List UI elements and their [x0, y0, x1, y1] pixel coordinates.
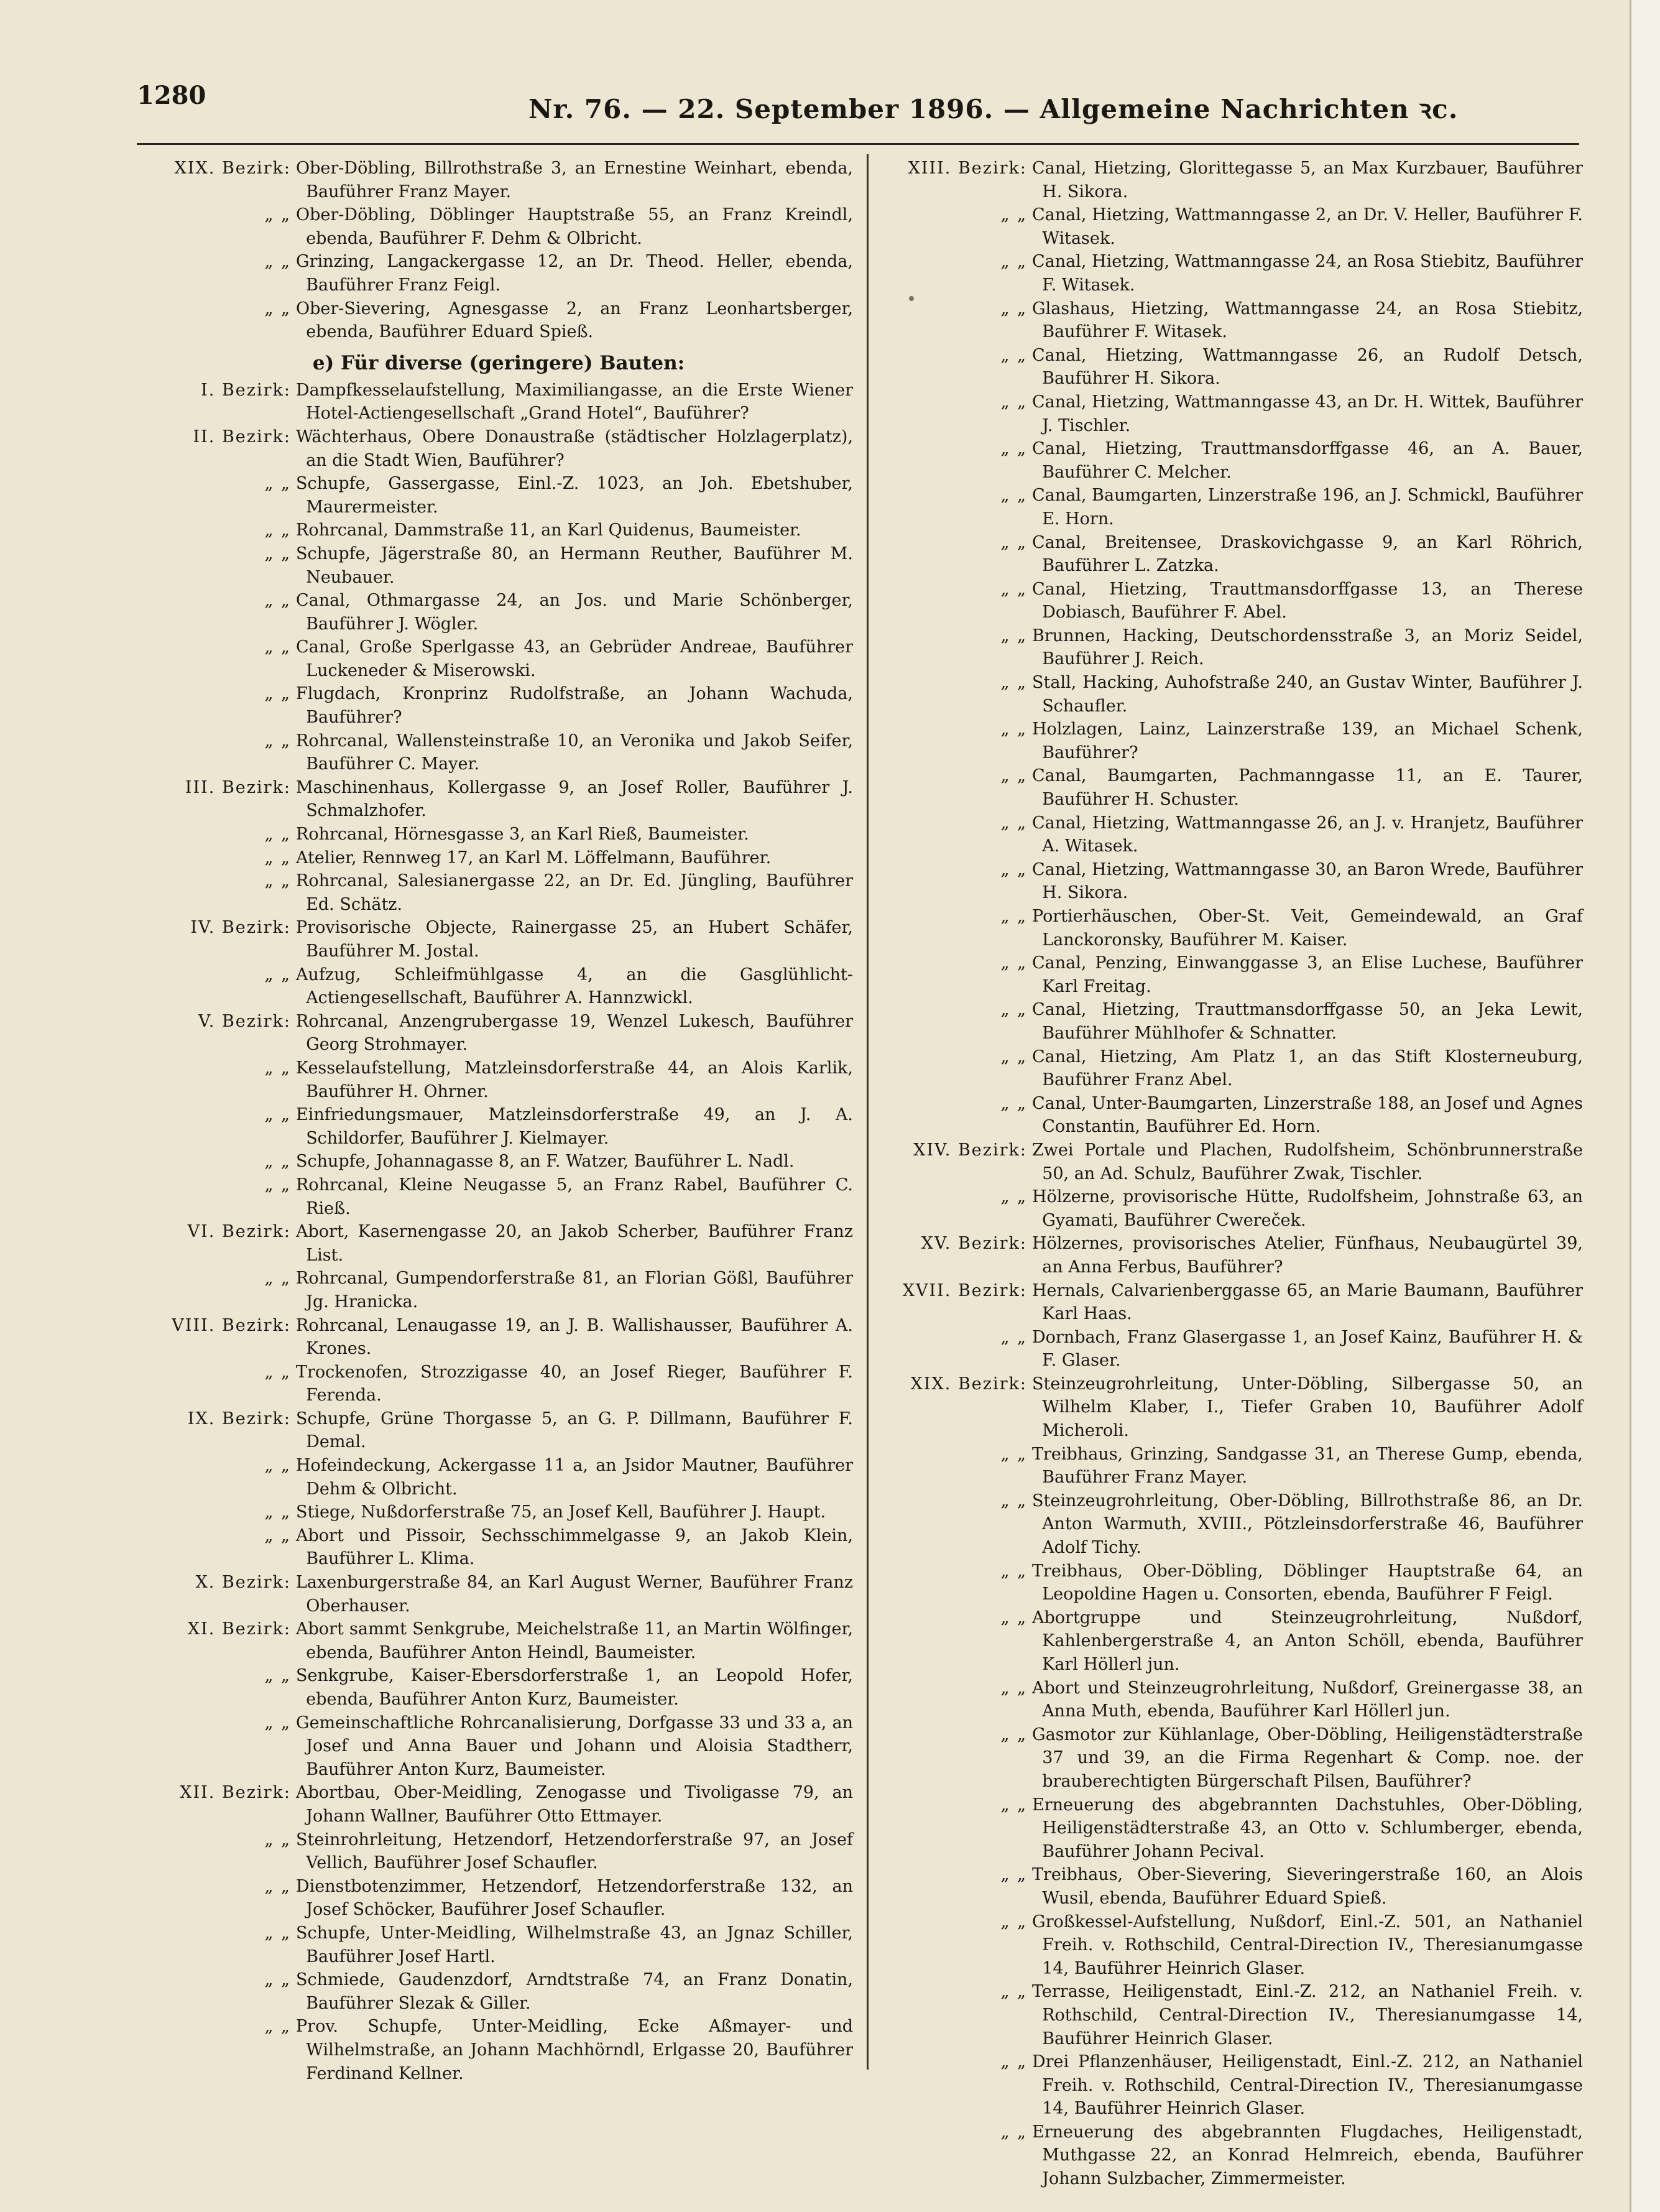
permit-entry — [880, 1863, 1583, 1910]
entry-text: Stall, Hacking, Auhofstraße 240, an Gustav Winter, Bauführer J. Schaufler. — [1032, 673, 1583, 716]
permit-entry — [144, 1922, 853, 1968]
entry-text: Provisorische Objecte, Rainergasse 25, an Hubert Schäfer, Bauführer M. Jostal. — [296, 918, 853, 961]
district-label: „ „ — [264, 684, 291, 704]
district-label: „ „ — [1000, 2052, 1027, 2072]
permit-entry — [880, 1326, 1583, 1372]
entry-text: Rohrcanal, Gumpendorferstraße 81, an Florian Gößl, Bauführer Jg. Hranicka. — [296, 1269, 853, 1312]
entry-text: Canal, Breitensee, Draskovichgasse 9, an Karl Röhrich, Bauführer L. Zatzka. — [1032, 532, 1583, 576]
entry-text: Dienstbotenzimmer, Hetzendorf, Hetzendorferstraße 132, an Josef Schöcker, Bauführer Josef Schaufler. — [296, 1876, 853, 1920]
district-label: „ „ — [264, 474, 291, 494]
district-label: „ „ — [1000, 532, 1027, 552]
district-label: „ „ — [1000, 720, 1027, 739]
permit-entry — [144, 1267, 853, 1313]
district-label: „ „ — [264, 1456, 291, 1476]
district-label: „ „ — [264, 1362, 291, 1382]
entry-text: Abortgruppe und Steinzeugrohrleitung, Nußdorf, Kahlenbergerstraße 4, an Anton Schöll, ebenda, Bauführer Karl Höllerl jun. — [1032, 1608, 1583, 1674]
district-label: „ „ — [264, 1058, 291, 1078]
entry-text: Schupfe, Unter-Meidling, Wilhelmstraße 43, an Jgnaz Schiller, Bauführer Josef Hartl. — [296, 1923, 853, 1966]
entry-text: Schmiede, Gaudenzdorf, Arndtstraße 74, an Franz Donatin, Bauführer Slezak & Giller. — [296, 1970, 853, 2013]
district-label: „ „ — [264, 1970, 291, 1990]
entry-text: Portierhäuschen, Ober-St. Veit, Gemeindewald, an Graf Lanckoronsky, Bauführer M. Kaiser. — [1032, 907, 1583, 950]
district-label: „ „ — [1000, 953, 1027, 973]
district-label: XVII. Bezirk: — [902, 1280, 1027, 1300]
permit-entry — [144, 869, 853, 916]
entry-text: Steinzeugrohrleitung, Ober-Döbling, Billrothstraße 86, an Dr. Anton Warmuth, XVIII., Pötzleinsdorferstraße 46, Bauführer Adolf Tichy. — [1032, 1491, 1583, 1558]
page-header — [137, 81, 1585, 137]
permit-entry — [144, 916, 853, 963]
entry-text: Großkessel-Aufstellung, Nußdorf, Einl.-Z. 501, an Nathaniel Freih. v. Rothschild, Central-Direction IV., Theresianumgasse 14, Bauführer Heinrich Glaser. — [1032, 1912, 1583, 1978]
entry-text: Rohrcanal, Kleine Neugasse 5, an Franz Rabel, Bauführer C. Rieß. — [296, 1175, 853, 1218]
permit-entry — [880, 1045, 1583, 1092]
permit-entry — [880, 858, 1583, 905]
permit-entry — [880, 764, 1583, 811]
district-label: „ „ — [1000, 673, 1027, 693]
district-label: „ „ — [1000, 859, 1027, 879]
permit-entry — [144, 425, 853, 472]
district-label: „ „ — [264, 591, 291, 611]
entry-text: Canal, Baumgarten, Pachmanngasse 11, an E. Taurer, Bauführer H. Schuster. — [1032, 766, 1583, 810]
district-label: „ „ — [264, 298, 291, 318]
entry-text: Brunnen, Hacking, Deutschordensstraße 3, an Moriz Seidel, Bauführer J. Reich. — [1032, 626, 1583, 669]
permit-entry — [880, 2121, 1583, 2191]
district-label: „ „ — [1000, 626, 1027, 646]
permit-entry — [144, 1407, 853, 1454]
entry-text: Canal, Baumgarten, Linzerstraße 196, an J. Schmickl, Bauführer E. Horn. — [1032, 486, 1583, 529]
permit-entry — [880, 203, 1583, 250]
entry-text: Dampfkesselaufstellung, Maximiliangasse, an die Erste Wiener Hotel-Actiengesellschaft „Grand Hotel“, Bauführer? — [296, 380, 853, 423]
district-label: „ „ — [1000, 1912, 1027, 1932]
permit-entry — [144, 1173, 853, 1220]
district-label: „ „ — [1000, 1000, 1027, 1020]
entry-text: Trockenofen, Strozzigasse 40, an Josef Rieger, Bauführer F. Ferenda. — [296, 1362, 853, 1405]
permit-entry — [144, 1571, 853, 1617]
district-label: „ „ — [1000, 2122, 1027, 2142]
permit-entry — [144, 1524, 853, 1571]
district-label: „ „ — [264, 637, 291, 657]
permit-entry — [144, 636, 853, 682]
permit-entry — [880, 1185, 1583, 1232]
permit-entry — [144, 1057, 853, 1103]
district-label: „ „ — [1000, 1444, 1027, 1464]
permit-entry — [144, 1220, 853, 1267]
header-rule — [137, 143, 1579, 149]
entry-text: Treibhaus, Ober-Döbling, Döblinger Hauptstraße 64, an Leopoldine Hagen u. Consorten, ebenda, Bauführer F Feigl. — [1032, 1561, 1583, 1604]
entry-text: Schupfe, Johannagasse 8, an F. Watzer, Bauführer L. Nadl. — [296, 1152, 795, 1172]
entry-text: Wächterhaus, Obere Donaustraße (städtischer Holzlagerplatz), an die Stadt Wien, Bauführer? — [296, 427, 853, 470]
entry-text: Hölzerne, provisorische Hütte, Rudolfsheim, Johnstraße 63, an Gyamati, Bauführer Cwereček. — [1032, 1187, 1583, 1230]
entry-text: Canal, Hietzing, Trauttmansdorffgasse 50, an Jeka Lewit, Bauführer Mühlhofer & Schnatter. — [1032, 1000, 1583, 1043]
district-label: VI. Bezirk: — [187, 1222, 291, 1242]
entry-text: Terrasse, Heiligenstadt, Einl.-Z. 212, an Nathaniel Freih. v. Rothschild, Central-Direction IV., Theresianumgasse 14, Bauführer Heinrich Glaser. — [1032, 1982, 1583, 2048]
permit-entry — [144, 729, 853, 776]
district-label: „ „ — [1000, 1187, 1027, 1207]
permit-entry — [144, 1781, 853, 1828]
entry-text: Gasmotor zur Kühlanlage, Ober-Döbling, Heiligenstädterstraße 37 und 39, an die Firma Regenhart & Comp. noe. der brauberechtigten Bürgerschaft Pilsen, Bauführer? — [1032, 1724, 1583, 1791]
district-label: „ „ — [264, 1525, 291, 1545]
entry-text: Ober-Döbling, Billrothstraße 3, an Ernestine Weinhart, ebenda, Bauführer Franz Mayer. — [296, 159, 853, 201]
entry-text: Canal, Unter-Baumgarten, Linzerstraße 188, an Josef und Agnes Constantin, Bauführer Ed. Horn. — [1032, 1093, 1583, 1137]
entry-text: Flugdach, Kronprinz Rudolfstraße, an Johann Wachuda, Bauführer? — [296, 684, 853, 728]
entry-text: Prov. Schupfe, Unter-Meidling, Ecke Aßmayer- und Wilhelmstraße, an Johann Machhörndl, Erlgasse 20, Bauführer Ferdinand Kellner. — [296, 2017, 853, 2083]
permit-entry — [144, 682, 853, 729]
entry-text: Zwei Portale und Plachen, Rudolfsheim, Schönbrunnerstraße 50, an Ad. Schulz, Bauführer Zwak, Tischler. — [1032, 1140, 1583, 1183]
permit-entry — [144, 519, 853, 542]
entry-text: Abortbau, Ober-Meidling, Zenogasse und Tivoligasse 79, an Johann Wallner, Bauführer Otto Ettmayer. — [296, 1783, 853, 1826]
entry-text: Abort und Steinzeugrohrleitung, Nußdorf, Greinergasse 38, an Anna Muth, ebenda, Bauführer Karl Höllerl jun. — [1032, 1678, 1583, 1721]
permit-entry — [144, 823, 853, 846]
permit-entry — [880, 531, 1583, 578]
district-label: „ „ — [1000, 1491, 1027, 1511]
district-label: XIX. Bezirk: — [910, 1374, 1027, 1394]
permit-entry — [880, 437, 1583, 484]
district-label: XI. Bezirk: — [187, 1619, 291, 1639]
permit-entry — [144, 1454, 853, 1501]
entry-text: Canal, Große Sperlgasse 43, an Gebrüder Andreae, Bauführer Luckeneder & Miserowski. — [296, 637, 853, 680]
entry-text: Canal, Othmargasse 24, an Jos. und Marie Schönberger, Bauführer J. Wögler. — [296, 591, 853, 634]
district-label: „ „ — [264, 544, 291, 563]
permit-entry — [880, 1793, 1583, 1864]
entry-text: Abort sammt Senkgrube, Meichelstraße 11, an Martin Wölfinger, ebenda, Bauführer Anton Heindl, Baumeister. — [296, 1619, 853, 1662]
district-label: „ „ — [264, 1830, 291, 1849]
entry-text: Rohrcanal, Hörnesgasse 3, an Karl Rieß, Baumeister. — [296, 825, 749, 845]
permit-entry — [880, 250, 1583, 297]
district-label: „ „ — [264, 1923, 291, 1943]
district-label: „ „ — [1000, 392, 1027, 412]
district-label: IX. Bezirk: — [187, 1409, 291, 1428]
permit-entry — [144, 1828, 853, 1875]
entry-text: Ober-Döbling, Döblinger Hauptstraße 55, an Franz Kreindl, ebenda, Bauführer F. Dehm & Olbricht. — [296, 205, 853, 248]
permit-entry — [144, 1711, 853, 1782]
permit-entry — [880, 157, 1583, 203]
entry-text: Stiege, Nußdorferstraße 75, an Josef Kell, Bauführer J. Haupt. — [296, 1502, 826, 1522]
permit-entry — [880, 671, 1583, 718]
district-label: „ „ — [264, 205, 291, 225]
entry-text: Abort und Pissoir, Sechsschimmelgasse 9, an Jakob Klein, Bauführer L. Klima. — [296, 1525, 853, 1569]
permit-entry — [880, 297, 1583, 344]
section-heading: e) Für diverse (geringere) Bauten: — [312, 351, 685, 374]
entry-text: Canal, Hietzing, Trauttmansdorffgasse 13, an Therese Dobiasch, Bauführer F. Abel. — [1032, 579, 1583, 622]
entry-text: Kesselaufstellung, Matzleinsdorferstraße 44, an Alois Karlik, Bauführer H. Ohrner. — [296, 1058, 853, 1101]
entry-text: Hernals, Calvarienberggasse 65, an Marie Baumann, Bauführer Karl Haas. — [1032, 1280, 1583, 1324]
permit-entry — [144, 250, 853, 297]
permit-entry — [880, 998, 1583, 1045]
permit-entry — [144, 1010, 853, 1057]
entry-text: Maschinenhaus, Kollergasse 9, an Josef Roller, Bauführer J. Schmalzhofer. — [296, 777, 853, 821]
permit-entry — [880, 1139, 1583, 1185]
district-label: I. Bezirk: — [201, 380, 291, 400]
district-label: „ „ — [264, 825, 291, 845]
entry-text: Steinzeugrohrleitung, Unter-Döbling, Silbergasse 50, an Wilhelm Klaber, I., Tiefer Graben 10, Bauführer Adolf Micheroli. — [1032, 1374, 1583, 1441]
permit-entry — [144, 589, 853, 636]
entry-text: Rohrcanal, Anzengrubergasse 19, Wenzel Lukesch, Bauführer Georg Strohmayer. — [296, 1011, 853, 1055]
permit-entry — [144, 379, 853, 425]
district-label: „ „ — [264, 2017, 291, 2037]
entry-text: Canal, Hietzing, Am Platz 1, an das Stift Klosterneuburg, Bauführer Franz Abel. — [1032, 1047, 1583, 1090]
permit-entry — [880, 2050, 1583, 2121]
permit-entry — [144, 1314, 853, 1361]
entry-text: Rohrcanal, Lenaugasse 19, an J. B. Wallishausser, Bauführer A. Krones. — [296, 1315, 853, 1359]
district-label: XII. Bezirk: — [180, 1783, 291, 1803]
permit-entry — [880, 1560, 1583, 1606]
permit-entry — [880, 391, 1583, 437]
district-label: „ „ — [1000, 252, 1027, 272]
permit-entry — [144, 542, 853, 589]
district-label: XV. Bezirk: — [921, 1234, 1027, 1254]
permit-entry — [880, 718, 1583, 764]
district-label: „ „ — [264, 731, 291, 751]
entry-text: Schupfe, Grüne Thorgasse 5, an G. P. Dillmann, Bauführer F. Demal. — [296, 1409, 853, 1452]
column-divider — [867, 154, 869, 2070]
district-label: „ „ — [264, 252, 291, 272]
district-label: XIII. Bezirk: — [908, 159, 1027, 178]
district-label: „ „ — [264, 965, 291, 984]
district-label: „ „ — [264, 1713, 291, 1733]
permit-entry — [144, 846, 853, 870]
permit-entry — [144, 157, 853, 203]
district-label: IV. Bezirk: — [190, 918, 291, 938]
entry-text: Grinzing, Langackergasse 12, an Dr. Theod. Heller, ebenda, Bauführer Franz Feigl. — [296, 252, 853, 295]
entry-text: Aufzug, Schleifmühlgasse 4, an die Gasglühlicht-Actiengesellschaft, Bauführer A. Hannzwickl. — [296, 965, 853, 1008]
permit-entry — [144, 203, 853, 250]
district-label: VIII. Bezirk: — [172, 1315, 291, 1335]
district-label: XIV. Bezirk: — [913, 1140, 1027, 1160]
entry-text: Treibhaus, Grinzing, Sandgasse 31, an Therese Gump, ebenda, Bauführer Franz Mayer. — [1032, 1444, 1583, 1488]
district-label: „ „ — [1000, 1047, 1027, 1067]
permit-entry — [880, 1092, 1583, 1139]
entry-text: Rohrcanal, Dammstraße 11, an Karl Quidenus, Baumeister. — [296, 521, 801, 540]
district-label: XIX. Bezirk: — [174, 159, 291, 178]
permit-entry — [880, 1606, 1583, 1677]
entry-text: Canal, Hietzing, Glorittegasse 5, an Max Kurzbauer, Bauführer H. Sikora. — [1032, 159, 1583, 201]
district-label: „ „ — [1000, 1561, 1027, 1581]
permit-entry — [144, 1968, 853, 2015]
district-label: „ „ — [264, 521, 291, 540]
left-column — [144, 157, 853, 2085]
entry-text: Canal, Penzing, Einwanggasse 3, an Elise Luchese, Bauführer Karl Freitag. — [1032, 953, 1583, 996]
district-label: „ „ — [1000, 1678, 1027, 1698]
district-label: II. Bezirk: — [193, 427, 291, 447]
district-label: „ „ — [1000, 907, 1027, 926]
district-label: „ „ — [264, 1502, 291, 1522]
permit-entry — [144, 1501, 853, 1524]
entry-text: Atelier, Rennweg 17, an Karl M. Löffelmann, Bauführer. — [296, 848, 772, 868]
entry-text: Ober-Sievering, Agnesgasse 2, an Franz Leonhartsberger, ebenda, Bauführer Eduard Spieß. — [296, 298, 853, 342]
entry-text: Gemeinschaftliche Rohrcanalisierung, Dorfgasse 33 und 33 a, an Josef und Anna Bauer und Johann und Aloisia Stadtherr, Bauführer Anton Kurz, Baumeister. — [296, 1713, 853, 1779]
entry-text: Einfriedungsmauer, Matzleinsdorferstraße 49, an J. A. Schildorfer, Bauführer J. Kielmayer. — [296, 1105, 853, 1148]
entry-text: Canal, Hietzing, Wattmanngasse 26, an Rudolf Detsch, Bauführer H. Sikora. — [1032, 345, 1583, 389]
district-label: „ „ — [264, 1876, 291, 1896]
entry-text: Glashaus, Hietzing, Wattmanngasse 24, an Rosa Stiebitz, Bauführer F. Witasek. — [1032, 298, 1583, 342]
page-number: 1280 — [137, 81, 206, 110]
entry-text: Treibhaus, Ober-Sievering, Sieveringerstraße 160, an Alois Wusil, ebenda, Bauführer Eduard Spieß. — [1032, 1865, 1583, 1908]
page-edge — [1630, 0, 1660, 2212]
entry-text: Senkgrube, Kaiser-Ebersdorferstraße 1, an Leopold Hofer, ebenda, Bauführer Anton Kurz, Baumeister. — [296, 1666, 853, 1709]
entry-text: Canal, Hietzing, Wattmanngasse 2, an Dr. V. Heller, Bauführer F. Witasek. — [1032, 205, 1583, 248]
district-label: „ „ — [1000, 486, 1027, 506]
entry-text: Steinrohrleitung, Hetzendorf, Hetzendorferstraße 97, an Josef Vellich, Bauführer Josef Schaufler. — [296, 1830, 853, 1873]
permit-entry — [880, 951, 1583, 998]
district-label: „ „ — [264, 1175, 291, 1195]
left-main-entries — [144, 379, 853, 2085]
district-label: „ „ — [1000, 439, 1027, 459]
district-label: „ „ — [1000, 1795, 1027, 1815]
entry-text: Holzlagen, Lainz, Lainzerstraße 139, an Michael Schenk, Bauführer? — [1032, 720, 1583, 762]
entry-text: Rohrcanal, Wallensteinstraße 10, an Veronika und Jakob Seifer, Bauführer C. Mayer. — [296, 731, 853, 774]
district-label: X. Bezirk: — [195, 1573, 291, 1593]
permit-entry — [880, 484, 1583, 530]
district-label: „ „ — [264, 848, 291, 868]
permit-entry — [880, 1489, 1583, 1560]
district-label: „ „ — [1000, 813, 1027, 833]
permit-entry — [880, 1910, 1583, 1981]
right-column — [880, 157, 1583, 2191]
district-label: „ „ — [264, 1105, 291, 1125]
entry-text: Canal, Hietzing, Wattmanngasse 30, an Baron Wrede, Bauführer H. Sikora. — [1032, 859, 1583, 903]
right-main-entries — [880, 157, 1583, 2191]
entry-text: Erneuerung des abgebrannten Dachstuhles, Ober-Döbling, Heiligenstädterstraße 43, an Otto v. Schlumberger, ebenda, Bauführer Johann Pecival. — [1032, 1795, 1583, 1861]
district-label: „ „ — [1000, 766, 1027, 786]
permit-entry — [880, 624, 1583, 671]
permit-entry — [144, 1617, 853, 1664]
permit-entry — [880, 812, 1583, 858]
entry-text: Canal, Hietzing, Wattmanngasse 43, an Dr. H. Wittek, Bauführer J. Tischler. — [1032, 392, 1583, 435]
permit-entry — [880, 1723, 1583, 1793]
entry-text: Hölzernes, provisorisches Atelier, Fünfhaus, Neubaugürtel 39, an Anna Ferbus, Bauführer? — [1032, 1234, 1583, 1277]
district-label: „ „ — [1000, 1724, 1027, 1744]
permit-entry — [880, 1677, 1583, 1723]
permit-entry — [144, 1103, 853, 1150]
district-label: „ „ — [264, 1666, 291, 1686]
district-label: „ „ — [1000, 1982, 1027, 2002]
permit-entry — [880, 1279, 1583, 1326]
entry-text: Canal, Hietzing, Wattmanngasse 24, an Rosa Stiebitz, Bauführer F. Witasek. — [1032, 252, 1583, 295]
district-label: „ „ — [1000, 1608, 1027, 1627]
entry-text: Laxenburgerstraße 84, an Karl August Werner, Bauführer Franz Oberhauser. — [296, 1573, 853, 1616]
district-label: „ „ — [264, 1152, 291, 1172]
entry-text: Erneuerung des abgebrannten Flugdaches, Heiligenstadt, Muthgasse 22, an Konrad Helmreich, ebenda, Bauführer Johann Sulzbacher, Zimmermeister. — [1032, 2122, 1583, 2189]
district-label: „ „ — [1000, 1327, 1027, 1347]
entry-text: Hofeindeckung, Ackergasse 11 a, an Jsidor Mautner, Bauführer Dehm & Olbricht. — [296, 1456, 853, 1499]
permit-entry — [880, 1372, 1583, 1443]
permit-entry — [144, 963, 853, 1010]
district-label: „ „ — [264, 871, 291, 891]
header-title: Nr. 76. — 22. September 1896. — Allgemeine Nachrichten ꝛc. — [528, 94, 1459, 124]
district-label: „ „ — [1000, 1865, 1027, 1885]
permit-entry — [880, 1232, 1583, 1279]
permit-entry — [144, 1361, 853, 1407]
permit-entry — [880, 905, 1583, 951]
district-label: „ „ — [264, 1269, 291, 1289]
entry-text: Schupfe, Gassergasse, Einl.-Z. 1023, an Joh. Ebetshuber, Maurermeister. — [296, 474, 853, 517]
permit-entry — [144, 1150, 853, 1173]
district-label: „ „ — [1000, 1093, 1027, 1113]
permit-entry — [880, 1980, 1583, 2050]
entry-text: Schupfe, Jägerstraße 80, an Hermann Reuther, Bauführer M. Neubauer. — [296, 544, 853, 587]
entry-text: Canal, Hietzing, Wattmanngasse 26, an J. v. Hranjetz, Bauführer A. Witasek. — [1032, 813, 1583, 856]
permit-entry — [144, 472, 853, 519]
permit-entry — [144, 776, 853, 823]
permit-entry — [144, 1875, 853, 1922]
district-label: „ „ — [1000, 298, 1027, 318]
permit-entry — [880, 1443, 1583, 1489]
district-label: „ „ — [1000, 345, 1027, 365]
district-label: „ „ — [1000, 579, 1027, 599]
entry-text: Dornbach, Franz Glasergasse 1, an Josef Kainz, Bauführer H. & F. Glaser. — [1032, 1327, 1583, 1371]
entry-text: Rohrcanal, Salesianergasse 22, an Dr. Ed. Jüngling, Bauführer Ed. Schätz. — [296, 871, 853, 914]
district-label: „ „ — [1000, 205, 1027, 225]
entry-text: Drei Pflanzenhäuser, Heiligenstadt, Einl.-Z. 212, an Nathaniel Freih. v. Rothschild, Central-Direction IV., Theresianumgasse 14, Bauführer Heinrich Glaser. — [1032, 2052, 1583, 2119]
permit-entry — [144, 297, 853, 344]
district-label: III. Bezirk: — [185, 777, 291, 797]
district-label: V. Bezirk: — [198, 1011, 291, 1031]
permit-entry — [144, 1664, 853, 1711]
entry-text: Abort, Kasernengasse 20, an Jakob Scherber, Bauführer Franz List. — [296, 1222, 853, 1265]
left-top-entries — [144, 157, 853, 344]
permit-entry — [144, 2015, 853, 2085]
permit-entry — [880, 344, 1583, 391]
entry-text: Canal, Hietzing, Trauttmansdorffgasse 46, an A. Bauer, Bauführer C. Melcher. — [1032, 439, 1583, 482]
permit-entry — [880, 578, 1583, 624]
